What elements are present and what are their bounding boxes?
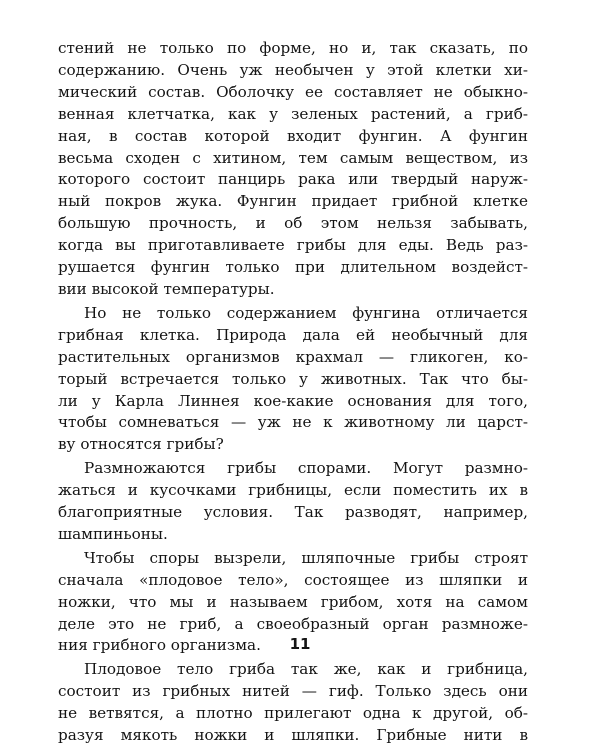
text-line: благоприятные условия. Так разводят, например,: [58, 503, 528, 522]
text-line: шампиньоны.: [58, 524, 168, 543]
paragraph-1: [58, 38, 528, 301]
text-line: содержанию. Очень уж необычен у этой клетки хи-: [58, 60, 528, 79]
text-line: мический состав. Оболочку ее составляет не обыкно-: [58, 82, 528, 101]
text-line: торый встречается только у животных. Так что бы-: [58, 369, 528, 388]
page-number: 11: [289, 635, 311, 653]
paragraph-5: [58, 659, 528, 747]
text-line: сначала «плодовое тело», состоящее из шляпки и: [58, 570, 528, 589]
text-line: большую прочность, и об этом нельзя забывать,: [58, 214, 528, 233]
text-line: Чтобы споры вызрели, шляпочные грибы строят: [84, 548, 528, 567]
text-line: которого состоит панцирь рака или твердый наруж-: [58, 170, 528, 189]
paragraph-2: [58, 303, 528, 456]
text-line: состоит из грибных нитей — гиф. Только здесь они: [58, 682, 528, 701]
text-line: чтобы сомневаться — уж не к животному ли царст-: [58, 413, 528, 432]
text-line: вии высокой температуры.: [58, 279, 275, 298]
text-line: весьма сходен с хитином, тем самым веществом, из: [58, 148, 528, 167]
paragraph-3: [58, 458, 528, 546]
text-line: Но не только содержанием фунгина отличается: [84, 303, 528, 322]
text-line: стений не только по форме, но и, так сказать, по: [58, 39, 528, 57]
text-line: рушается фунгин только при длительном воздейст-: [58, 258, 528, 277]
text-line: жаться и кусочками грибницы, если поместить их в: [58, 481, 528, 500]
text-line: ножки, что мы и называем грибом, хотя на самом: [58, 592, 528, 611]
text-line: венная клетчатка, как у зеленых растений, а гриб-: [58, 104, 528, 123]
text-line: Размножаются грибы спорами. Могут размно-: [84, 459, 528, 478]
text-line: ли у Карла Линнея кое-какие основания для того,: [58, 391, 528, 410]
text-line: ния грибного организма.: [58, 636, 261, 655]
text-line: растительных организмов крахмал — гликоген, ко-: [58, 347, 528, 366]
text-line: ный покров жука. Фунгин придает грибной клетке: [58, 192, 528, 211]
text-line: Плодовое тело гриба так же, как и грибница,: [84, 660, 528, 679]
text-line: разуя мякоть ножки и шляпки. Грибные нити в: [58, 726, 528, 745]
text-line: ная, в состав которой входит фунгин. А фунгин: [58, 126, 528, 145]
text-line: грибная клетка. Природа дала ей необычный для: [58, 325, 528, 344]
text-line: не ветвятся, а плотно прилегают одна к другой, об-: [58, 704, 528, 723]
text-line: деле это не гриб, а своеобразный орган размноже-: [58, 614, 528, 633]
text-line: когда вы приготавливаете грибы для еды. Ведь раз-: [58, 236, 528, 255]
text-line: ву относятся грибы?: [58, 435, 224, 454]
